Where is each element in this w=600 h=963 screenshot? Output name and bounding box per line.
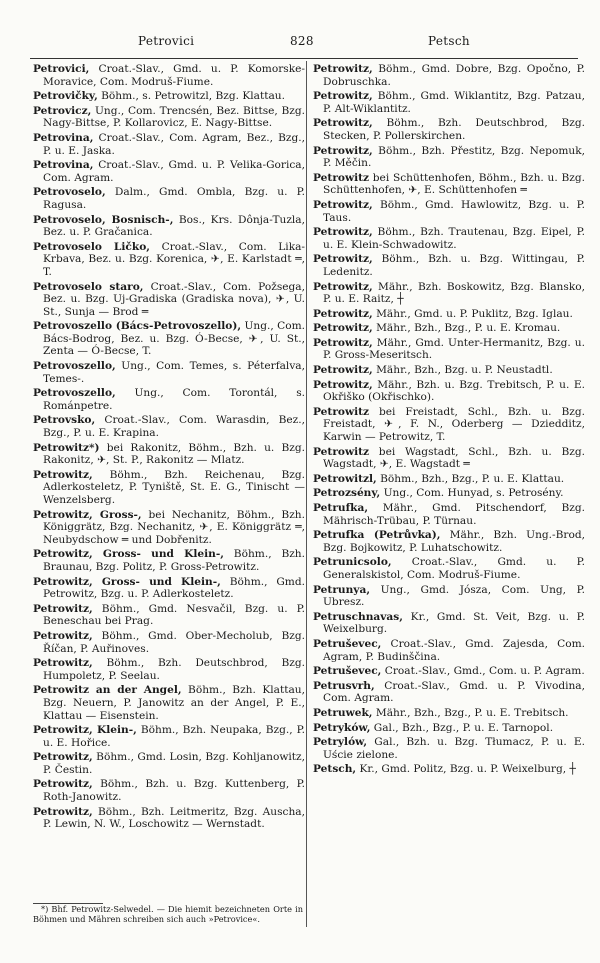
entry-headword: Petrowitzl, — [313, 472, 377, 485]
gazetteer-entry — [313, 487, 585, 500]
entry-text: Kr., Gmd. Politz, Bzg. u. P. Weixelburg, ┼ — [356, 763, 576, 776]
entry-text: bei Schüttenhofen, Böhm., Bzh. u. Bzg. Schüttenhofen, ✈, E. Schüttenhofen ═ — [323, 171, 585, 197]
entry-text: Ung., Com. Torontál, s. Románpetre. — [43, 387, 305, 412]
entry-headword: Petrowitz, — [313, 226, 373, 239]
entry-headword: Petrowitz — [313, 405, 370, 418]
entry-text: Croat.-Slav., Gmd. u. P. Generalskistol, Com. Modruš-Fiume. — [323, 556, 585, 581]
entry-text: bei Nechanitz, Böhm., Bzh. Königgrätz, Bzg. Nechanitz, ✈, E. Königgrätz ═, Neubydschow ═ und Dobřenitz. — [43, 508, 305, 546]
gazetteer-entry — [313, 680, 585, 705]
entry-headword: Petrowitz, — [33, 629, 93, 642]
gazetteer-entry — [33, 281, 305, 319]
entry-text: Croat.-Slav., Gmd., Com. u. P. Agram. — [381, 665, 585, 678]
entry-headword: Petrowitz, — [313, 198, 373, 211]
column-divider — [306, 61, 307, 927]
entry-text: Böhm., Bzh. Deutschbrod, Bzg. Humpoletz, P. Seelau. — [43, 657, 305, 682]
entry-headword: Petrowitz, — [313, 144, 373, 157]
gazetteer-entry — [33, 105, 305, 130]
entry-headword: Petryków, — [313, 721, 371, 734]
entry-headword: Petrylów, — [313, 736, 368, 749]
entry-headword: Petrovina, — [33, 159, 94, 172]
entry-text: Böhm., Bzh. Neupaka, Bzg., P. u. E. Hořice. — [43, 724, 305, 749]
entry-headword: Petrowitz, — [33, 778, 93, 791]
entry-headword: Petrovoszello, — [33, 387, 116, 400]
gazetteer-entry — [313, 379, 585, 404]
gazetteer-entry — [313, 90, 585, 115]
entry-headword: Petrowitz, — [313, 378, 373, 391]
entry-text: Böhm., Gmd. Petrowitz, Bzg. u. P. Adlerkosteletz. — [43, 575, 305, 601]
gazetteer-entry — [33, 442, 305, 467]
entry-headword: Petrowitz, — [33, 751, 93, 764]
gazetteer-entry — [313, 763, 585, 776]
running-head-left: Petrovici — [138, 34, 195, 48]
gazetteer-entry — [33, 630, 305, 655]
entry-headword: Petrovoselo, Bosnisch-, — [33, 213, 174, 226]
entry-text: Croat.-Slav., Gmd. Zajesda, Com. Agram, P. Budinščina. — [323, 637, 585, 663]
gazetteer-entry — [313, 529, 585, 554]
entry-text: Mähr., Gmd. Pitschendorf, Bzg. Mährisch-Trübau, P. Türnau. — [323, 502, 585, 527]
gazetteer-entry — [313, 584, 585, 609]
entry-headword: Petrunya, — [313, 583, 371, 596]
entry-headword: Petrowitz, — [313, 117, 373, 130]
entry-text: Gal., Bzh., Bzg., P. u. E. Tarnopol. — [370, 721, 554, 734]
footnote: *) Bhf. Petrowitz-Selwedel. — Die hiemit bezeichneten Orte in Böhmen und Mähren schreiben sich auch »Petrovice«. — [33, 904, 303, 924]
gazetteer-entry — [33, 657, 305, 682]
entry-headword: Petrowitz, Gross- und Klein-, — [33, 575, 221, 588]
entry-headword: Petrovici, — [33, 63, 90, 75]
gazetteer-entry — [313, 172, 585, 197]
entry-headword: Petrowitz, — [313, 253, 373, 266]
gazetteer-entry — [33, 469, 305, 507]
gazetteer-entry — [33, 320, 305, 358]
gazetteer-entry — [33, 576, 305, 601]
entry-text: Croat.-Slav., Com. Agram, Bez., Bzg., P. u. E. Jaska. — [43, 131, 305, 157]
entry-headword: Petruševec, — [313, 665, 382, 678]
gazetteer-entry — [33, 414, 305, 439]
entry-text: Dalm., Gmd. Ombla, Bzg. u. P. Ragusa. — [43, 186, 305, 211]
entry-headword: Petrusvrh, — [313, 679, 375, 692]
gazetteer-entry — [313, 707, 585, 720]
gazetteer-entry — [33, 603, 305, 628]
entry-text: bei Rakonitz, Böhm., Bzh. u. Bzg. Rakonitz, ✈, St. P., Rakonitz — Mlatz. — [43, 441, 305, 467]
gazetteer-entry — [313, 253, 585, 278]
entry-text: Böhm., Bzh. Leitmeritz, Bzg. Auscha, P. Lewin, N. W., Loschowitz — Wernstadt. — [43, 805, 305, 831]
entry-text: Böhm., Gmd. Losin, Bzg. Kohljanowitz, P. Čestin. — [43, 751, 305, 776]
entry-text: Croat.-Slav., Com. Požsega, Bez. u. Bzg. Uj-Gradiska (Gradiska nova), ✈, U. St., Sunja — Brod ═ — [43, 280, 305, 318]
entry-headword: Petrovsko, — [33, 414, 96, 427]
entry-text: Mähr., Gmd. Unter-Hermanitz, Bzg. u. P. Gross-Meseritsch. — [323, 336, 585, 362]
gazetteer-entry — [33, 509, 305, 547]
gazetteer-entry — [33, 684, 305, 722]
entry-text: Böhm., Gmd. Ober-Mecholub, Bzg. Říčan, P. Auřinoves. — [43, 629, 305, 655]
gazetteer-entry — [313, 665, 585, 678]
entry-text: Croat.-Slav., Com. Warasdin, Bez., Bzg., P. u. E. Krapina. — [43, 414, 305, 440]
entry-headword: Petrovoselo Ličko, — [33, 240, 150, 253]
gazetteer-entry — [33, 132, 305, 157]
entry-headword: Petrowitz*) — [33, 441, 100, 454]
entry-headword: Petrowitz, — [313, 336, 373, 349]
gazetteer-entry — [313, 63, 585, 88]
gazetteer-entry — [33, 806, 305, 831]
entry-headword: Petruwek, — [313, 706, 373, 719]
gazetteer-entry — [33, 360, 305, 385]
entry-text: Ung., Gmd. Jósza, Com. Ung, P. Ubresz. — [323, 583, 585, 609]
entry-text: Böhm., Bzh. Trautenau, Bzg. Eipel, P. u. E. Klein-Schwadowitz. — [323, 226, 585, 251]
entry-text: Böhm., Bzh. Deutschbrod, Bzg. Stecken, P. Pollerskirchen. — [323, 117, 585, 142]
entry-text: Croat.-Slav., Gmd. u. P. Komorske-Moravice, Com. Modruš-Fiume. — [43, 63, 305, 88]
left-column — [33, 63, 305, 833]
entry-text: Croat.-Slav., Gmd. u. P. Vivodina, Com. Agram. — [323, 679, 585, 705]
entry-text: Böhm., Bzh. u. Bzg. Wittingau, P. Ledenitz. — [323, 253, 585, 278]
entry-headword: Petruševec, — [313, 637, 382, 650]
gazetteer-entry — [313, 199, 585, 224]
entry-headword: Petrowitz — [313, 171, 370, 184]
gazetteer-entry — [33, 387, 305, 412]
gazetteer-entry — [313, 736, 585, 761]
entry-headword: Petrovoselo, — [33, 186, 106, 199]
entry-text: Böhm., s. Petrowitzl, Bzg. Klattau. — [97, 90, 285, 103]
entry-headword: Petrufka (Petrůvka), — [313, 529, 441, 542]
gazetteer-entry — [33, 186, 305, 211]
entry-headword: Petrowitz, Klein-, — [33, 724, 137, 737]
entry-text: Böhm., Bzh., Bzg., P. u. E. Klattau. — [376, 472, 565, 485]
entry-headword: Petrowitz, — [33, 468, 93, 481]
right-column — [313, 63, 585, 778]
gazetteer-entry — [313, 446, 585, 471]
entry-text: Böhm., Gmd. Dobre, Bzg. Opočno, P. Dobruschka. — [323, 63, 585, 88]
entry-text: Böhm., Bzh. Reichenau, Bzg. Adlerkosteletz, P. Tyniště, St. E. G., Tinischt — Wenzelsberg. — [43, 468, 305, 506]
entry-text: Ung., Com. Temes, s. Péterfalva, Temes-. — [43, 360, 305, 385]
entry-text: Böhm., Gmd. Wiklantitz, Bzg. Patzau, P. Alt-Wiklantitz. — [323, 90, 585, 115]
entry-headword: Petruschnavas, — [313, 610, 403, 623]
gazetteer-entry — [33, 90, 305, 103]
gazetteer-entry — [33, 724, 305, 749]
gazetteer-entry — [313, 406, 585, 444]
entry-headword: Petrowitz, Gross- und Klein-, — [33, 548, 224, 561]
entry-text: Böhm., Bzh. u. Bzg. Kuttenberg, P. Roth-Janowitz. — [43, 778, 305, 804]
gazetteer-entry — [33, 63, 305, 88]
entry-headword: Petrowitz — [313, 445, 370, 458]
gazetteer-entry — [33, 751, 305, 776]
entry-headword: Petrowitz, — [313, 280, 373, 293]
gazetteer-entry — [313, 281, 585, 306]
entry-headword: Petrovoszello (Bács-Petrovoszello), — [33, 320, 242, 333]
entry-text: Ung., Com. Bács-Bodrog, Bez. u. Bzg. Ó-Becse, ✈, U. St., Zenta — Ó-Becse, T. — [43, 320, 305, 358]
entry-text: Mähr., Bzh., Bzg. u. P. Neustadtl. — [372, 364, 553, 377]
entry-headword: Petsch, — [313, 763, 357, 776]
entry-text: Kr., Gmd. St. Veit, Bzg. u. P. Weixelburg. — [323, 610, 585, 636]
gazetteer-entry — [313, 322, 585, 335]
entry-headword: Petrowitz, — [33, 602, 93, 615]
entry-headword: Petrowitz, — [313, 364, 373, 377]
entry-text: Böhm., Bzh. Klattau, Bzg. Neuern, P. Janowitz an der Angel, P. E., Klattau — Eisenstein. — [43, 684, 305, 722]
entry-headword: Petrowitz, Gross-, — [33, 508, 142, 521]
entry-text: Croat.-Slav., Com. Lika-Krbava, Bez. u. Bzg. Korenica, ✈, E. Karlstadt ═, T. — [43, 240, 306, 278]
gazetteer-entry — [313, 226, 585, 251]
gazetteer-entry — [33, 159, 305, 184]
entry-headword: Petrovičky, — [33, 90, 98, 103]
entry-headword: Petrovicz, — [33, 104, 92, 117]
entry-text: Mähr., Bzh., Bzg., P. u. E. Kromau. — [372, 322, 561, 335]
gazetteer-entry — [313, 308, 585, 321]
entry-headword: Petrufka, — [313, 502, 369, 514]
entry-text: Ung., Com. Hunyad, s. Petrosény. — [380, 487, 564, 500]
gazetteer-entry — [313, 502, 585, 527]
entry-text: Mähr., Bzh. u. Bzg. Trebitsch, P. u. E. Okřiško (Okřischko). — [323, 378, 585, 404]
header-rule — [30, 58, 578, 59]
gazetteer-entry — [33, 214, 305, 239]
entry-text: Mähr., Gmd. u. P. Puklitz, Bzg. Iglau. — [372, 307, 573, 320]
entry-text: Gal., Bzh. u. Bzg. Tłumacz, P. u. E. Uście zielone. — [323, 736, 585, 761]
gazetteer-entry — [313, 611, 585, 636]
gazetteer-entry — [313, 145, 585, 170]
gazetteer-entry — [33, 778, 305, 803]
entry-headword: Petrovoszello, — [33, 360, 116, 373]
entry-text: Böhm., Gmd. Nesvačil, Bzg. u. P. Beneschau bei Prag. — [43, 602, 305, 628]
gazetteer-entry — [313, 337, 585, 362]
entry-text: bei Wagstadt, Schl., Bzh. u. Bzg. Wagstadt, ✈, E. Wagstadt ═ — [323, 445, 585, 471]
entry-text: Mähr., Bzh. Ung.-Brod, Bzg. Bojkowitz, P. Luhatschowitz. — [323, 529, 585, 554]
entry-text: bei Freistadt, Schl., Bzh. u. Bzg. Freistadt, ✈, F. N., Oderberg — Dziedditz, Karwin — Petrowitz, T. — [323, 405, 585, 444]
entry-headword: Petrowitz, — [33, 805, 93, 818]
entry-headword: Petrovoselo staro, — [33, 280, 144, 293]
gazetteer-entry — [313, 364, 585, 377]
gazetteer-entry — [33, 548, 305, 573]
gazetteer-entry — [313, 722, 585, 735]
gazetteer-entry — [33, 241, 305, 279]
page-number: 828 — [290, 34, 314, 48]
gazetteer-entry — [313, 117, 585, 142]
entry-text: Böhm., Gmd. Hawlowitz, Bzg. u. P. Taus. — [323, 198, 585, 224]
entry-headword: Petrovina, — [33, 131, 94, 144]
entry-headword: Petrowitz, — [313, 90, 373, 103]
entry-headword: Petrowitz, — [313, 63, 373, 75]
gazetteer-entry — [313, 638, 585, 663]
entry-text: Böhm., Bzh. Braunau, Bzg. Politz, P. Gross-Petrowitz. — [43, 548, 305, 573]
entry-text: Böhm., Bzh. Přestitz, Bzg. Nepomuk, P. Měčin. — [323, 144, 585, 170]
entry-text: Croat.-Slav., Gmd. u. P. Velika-Gorica, Com. Agram. — [43, 159, 305, 184]
gazetteer-entry — [313, 556, 585, 581]
gazetteer-entry — [313, 473, 585, 486]
entry-headword: Petrowitz, — [33, 657, 93, 670]
entry-headword: Petrowitz an der Angel, — [33, 684, 182, 697]
entry-headword: Petrowitz, — [313, 322, 373, 335]
entry-headword: Petrowitz, — [313, 307, 373, 320]
entry-text: Ung., Com. Trencsén, Bez. Bittse, Bzg. Nagy-Bittse, P. Kollarovicz, E. Nagy-Bittse. — [43, 104, 305, 130]
entry-text: Bos., Krs. Dônja-Tuzla, Bez. u. P. Gračanica. — [43, 213, 305, 239]
entry-headword: Petrozsény, — [313, 487, 381, 500]
entry-text: Mähr., Bzh., Bzg., P. u. E. Trebitsch. — [372, 706, 569, 719]
entry-text: Mähr., Bzh. Boskowitz, Bzg. Blansko, P. u. E. Raitz, ┼ — [323, 280, 585, 306]
entry-headword: Petrunicsolo, — [313, 556, 392, 569]
running-head-right: Petsch — [428, 34, 470, 48]
